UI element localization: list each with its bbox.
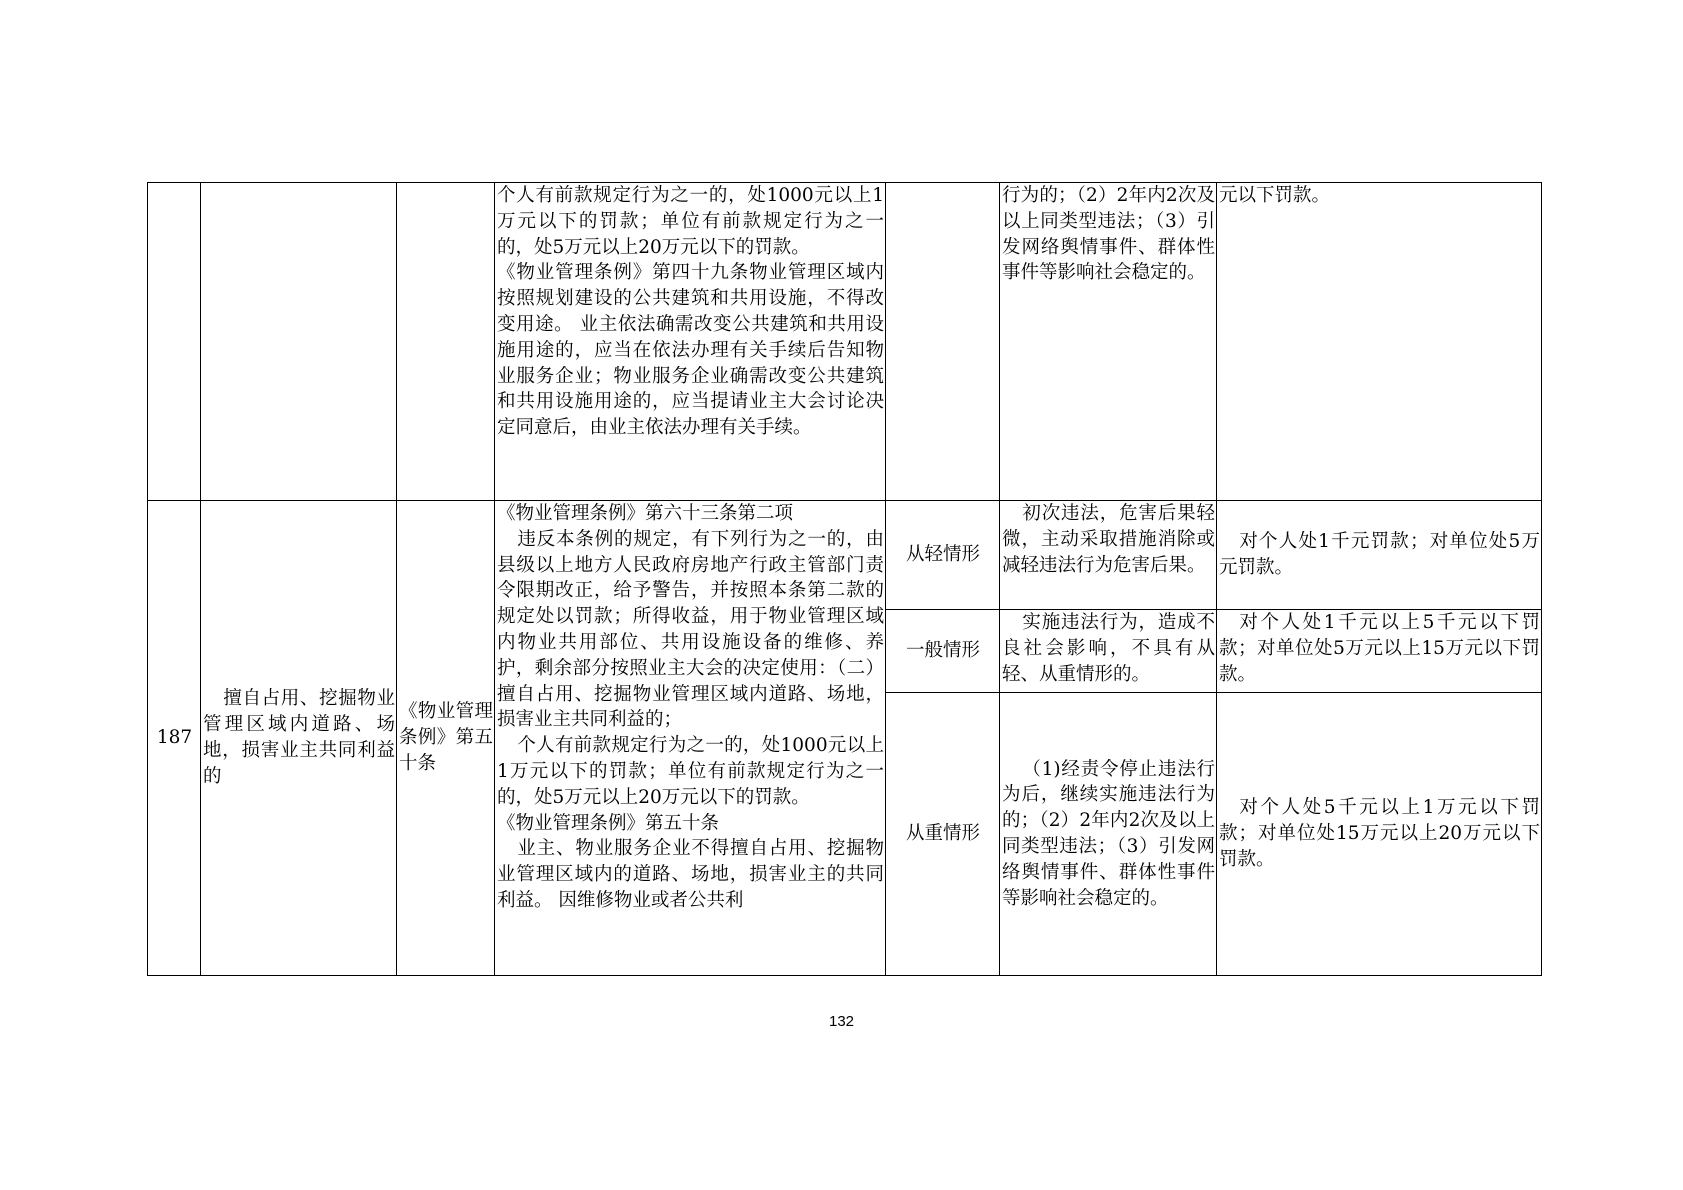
circumstance-label: 从轻情形	[905, 544, 980, 566]
item-number-cell	[148, 183, 201, 501]
condition-cell	[1000, 693, 1217, 976]
penalty-text: 对个人处5千元以上1万元以下罚款；对单位处15万元以上20万元以下罚款。	[1219, 797, 1540, 870]
basis-paragraph: 个人有前款规定行为之一的，处1000元以上1万元以下的罚款；单位有前款规定行为之一的，处5万元以上20万元以下的罚款。	[497, 735, 884, 808]
legal-basis-cell	[397, 183, 495, 501]
condition-text: 初次违法，危害后果轻微，主动采取措施消除或减轻违法行为危害后果。	[1002, 503, 1215, 576]
table-row	[148, 501, 1542, 610]
condition-text: 行为的；（2）2年内2次及以上同类型违法；（3）引发网络舆情事件、群体性事件等影响社会稳定的。	[1002, 185, 1215, 284]
penalty-cell	[1217, 183, 1542, 501]
legal-basis-cell	[397, 501, 495, 976]
item-number-cell	[148, 501, 201, 976]
circumstance-cell	[886, 693, 1000, 976]
basis-paragraph: 《物业管理条例》第六十三条第二项	[497, 503, 794, 524]
basis-paragraph: 《物业管理条例》第四十九条物业管理区域内按照规划建设的公共建筑和共用设施，不得改变用途。 业主依法确需改变公共建筑和共用设施用途的，应当在依法办理有关手续后告知物业服务企业；物业服务企业确需改变公共建筑和共用设施用途的，应当提请业主大会讨论决定同意后，由业主依法办理有关手续。	[497, 262, 884, 439]
condition-cell	[1000, 501, 1217, 610]
circumstance-cell	[886, 183, 1000, 501]
condition-cell	[1000, 183, 1217, 501]
table-row	[148, 183, 1542, 501]
circumstance-label: 从重情形	[905, 823, 980, 845]
violation-cell	[201, 501, 397, 976]
page-number: 132	[828, 1013, 855, 1030]
penalty-standards-table	[147, 182, 1542, 976]
basis-text-cell	[495, 183, 886, 501]
circumstance-cell	[886, 610, 1000, 693]
circumstance-label: 一般情形	[905, 640, 980, 662]
basis-paragraph: 个人有前款规定行为之一的，处1000元以上1万元以下的罚款；单位有前款规定行为之一的，处5万元以上20万元以下的罚款。	[497, 185, 884, 258]
basis-paragraph: 《物业管理条例》第五十条	[497, 812, 720, 834]
condition-cell	[1000, 610, 1217, 693]
condition-text: 实施违法行为，造成不良社会影响，不具有从轻、从重情形的。	[1002, 612, 1215, 685]
condition-text: （1)经责令停止违法行为后，继续实施违法行为的；（2）2年内2次及以上同类型违法；（3）引发网络舆情事件、群体性事件等影响社会稳定的。	[1002, 758, 1215, 909]
item-number: 187	[156, 727, 193, 749]
basis-paragraph: 违反本条例的规定，有下列行为之一的，由县级以上地方人民政府房地产行政主管部门责令限期改正，给予警告，并按照本条第二款的规定处以罚款；所得收益，用于物业管理区域内物业共用部位、共用设施设备的维修、养护，剩余部分按照业主大会的决定使用：（二）擅自占用、挖掘物业管理区域内道路、场地，损害业主共同利益的；	[497, 528, 884, 731]
penalty-text: 对个人处1千元以上5千元以下罚款；对单位处5万元以上15万元以下罚款。	[1219, 612, 1540, 685]
penalty-cell	[1217, 693, 1542, 976]
penalty-text: 元以下罚款。	[1219, 185, 1331, 206]
basis-text-cell	[495, 501, 886, 976]
penalty-cell	[1217, 501, 1542, 610]
violation-cell	[201, 183, 397, 501]
violation-text: 擅自占用、挖掘物业管理区域内道路、场地，损害业主共同利益的	[203, 688, 395, 787]
penalty-cell	[1217, 610, 1542, 693]
penalty-text: 对个人处1千元罚款；对单位处5万元罚款。	[1219, 531, 1540, 578]
circumstance-cell	[886, 501, 1000, 610]
basis-paragraph: 业主、物业服务企业不得擅自占用、挖掘物业管理区域内的道路、场地，损害业主的共同利益。 因维修物业或者公共利	[497, 838, 884, 911]
legal-basis-text: 《物业管理条例》第五十条	[399, 701, 493, 774]
